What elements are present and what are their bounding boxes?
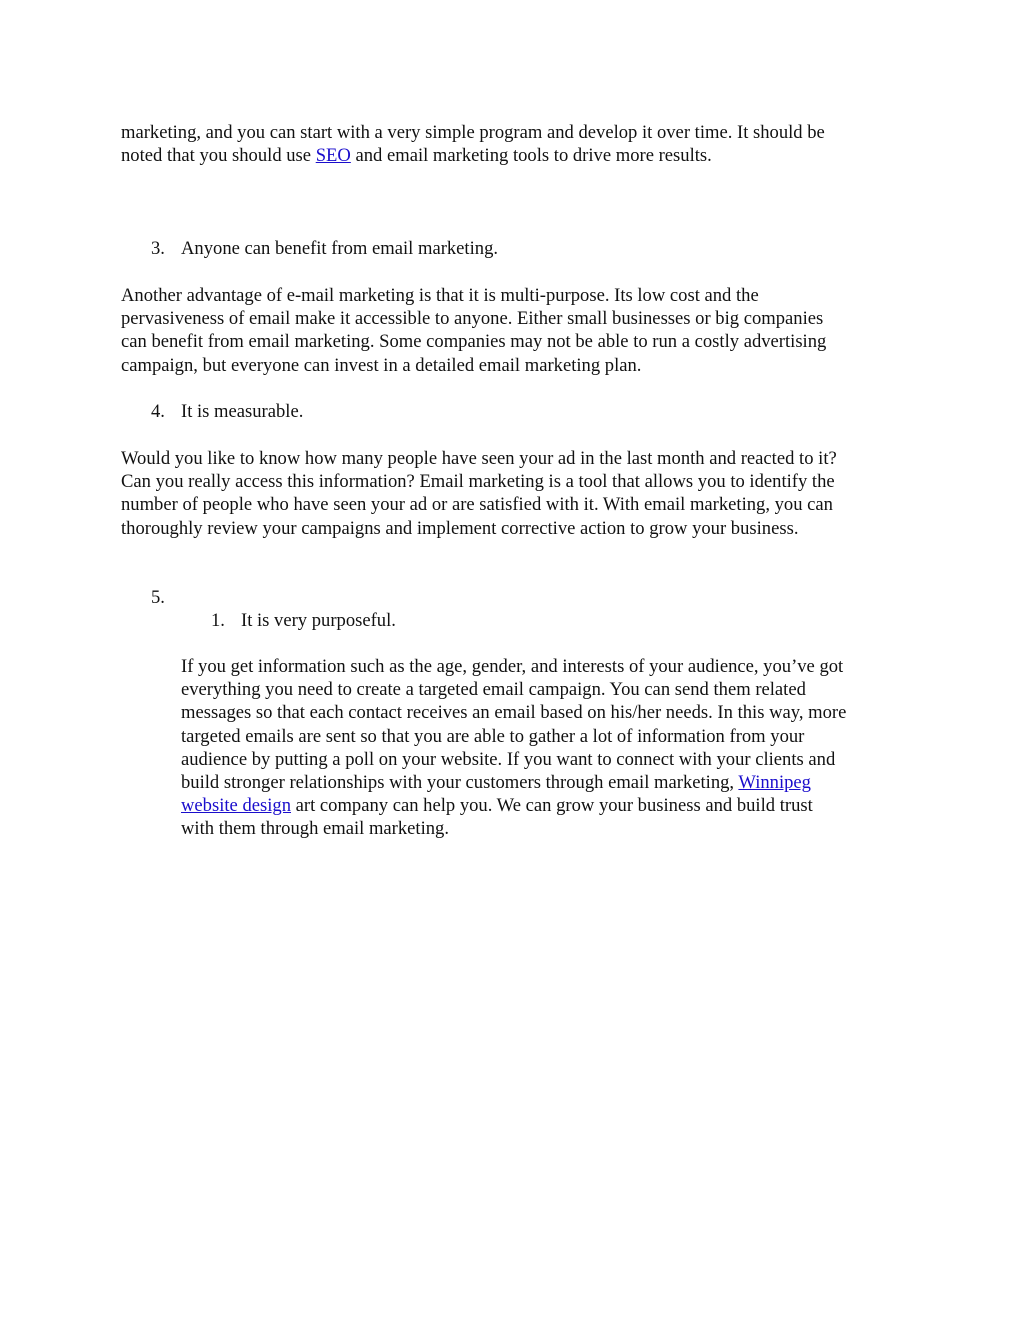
paragraph-line: everything you need to create a targeted email campaign. You can send them related: [181, 679, 806, 701]
paragraph-line: [181, 794, 846, 817]
paragraph-text: noted that you should use: [121, 145, 316, 167]
paragraph-text: and email marketing tools to drive more results.: [350, 145, 712, 167]
paragraph-line: campaign, but everyone can invest in a detailed email marketing plan.: [121, 354, 642, 376]
paragraph-text: art company can help you. We can grow your business and build trust: [291, 795, 813, 817]
paragraph-line: thoroughly review your campaigns and implement corrective action to grow your business.: [121, 517, 799, 539]
paragraph-line: Another advantage of e-mail marketing is that it is multi-purpose. Its low cost and the: [121, 285, 759, 306]
paragraph-line: [181, 771, 846, 794]
intro-paragraph: [121, 121, 825, 167]
paragraph-line: can benefit from email marketing. Some companies may not be able to run a costly advertising: [121, 331, 827, 353]
paragraph-line: audience by putting a poll on your website. If you want to connect with your clients and: [181, 748, 836, 770]
list-number: 4.: [151, 401, 165, 422]
paragraph-line: targeted emails are sent so that you are able to gather a lot of information from your: [181, 725, 805, 747]
paragraph-line: marketing, and you can start with a very simple program and develop it over time. It should be: [121, 122, 825, 143]
item5-paragraph: [181, 655, 846, 841]
list-item-heading: It is measurable.: [181, 401, 304, 422]
item4-paragraph: [121, 447, 837, 540]
winnipeg-link-part1[interactable]: Winnipeg: [738, 772, 811, 794]
paragraph-line: Can you really access this information? Email marketing is a tool that allows you to identify the: [121, 471, 835, 493]
paragraph-line: [121, 144, 825, 167]
sublist-number: 1.: [211, 610, 225, 631]
item3-paragraph: [121, 284, 826, 377]
sublist-item-heading: It is very purposeful.: [241, 610, 396, 631]
paragraph-text: build stronger relationships with your customers through email marketing,: [181, 772, 739, 794]
list-item-heading: Anyone can benefit from email marketing.: [181, 238, 499, 259]
list-number: 3.: [151, 238, 165, 259]
list-number: 5.: [151, 587, 165, 608]
winnipeg-link-part2[interactable]: website design: [181, 795, 291, 817]
paragraph-line: with them through email marketing.: [181, 818, 450, 840]
paragraph-line: pervasiveness of email make it accessible to anyone. Either small businesses or big companies: [121, 308, 824, 330]
seo-link[interactable]: SEO: [315, 145, 351, 167]
paragraph-line: If you get information such as the age, gender, and interests of your audience, you’ve got: [181, 656, 844, 677]
paragraph-line: Would you like to know how many people have seen your ad in the last month and reacted to it?: [121, 448, 837, 469]
paragraph-line: number of people who have seen your ad or are satisfied with it. With email marketing, you can: [121, 494, 833, 516]
paragraph-line: messages so that each contact receives an email based on his/her needs. In this way, more: [181, 702, 847, 724]
